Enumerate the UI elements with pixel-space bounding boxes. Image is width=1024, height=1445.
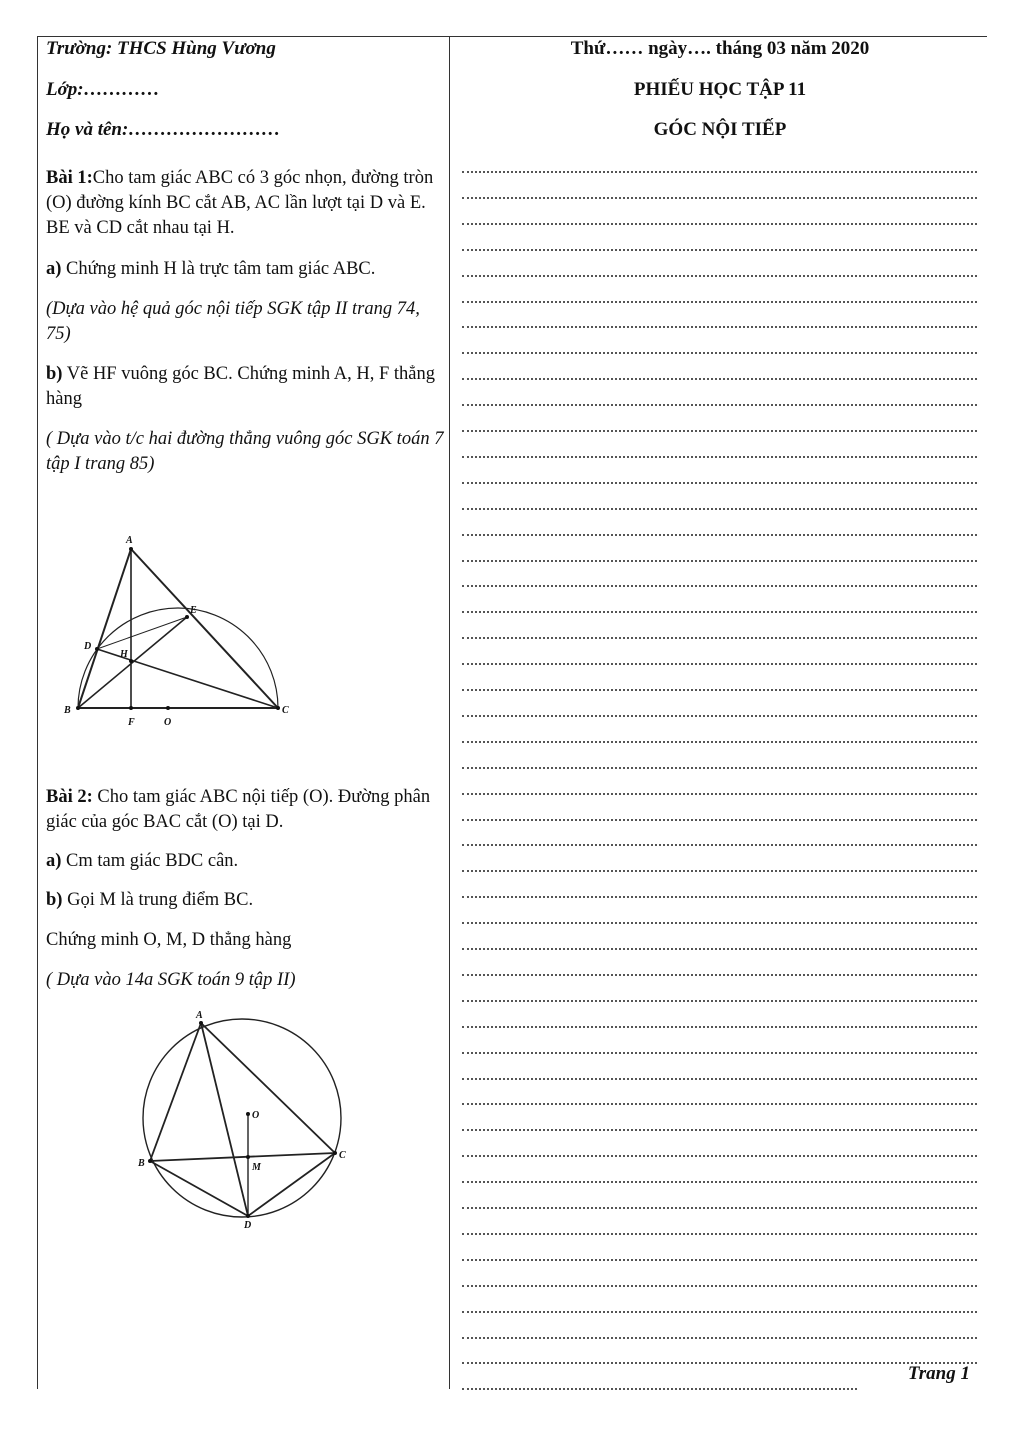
answer-line[interactable] <box>462 326 977 328</box>
student-name-field: Họ và tên:…………………… <box>46 119 281 140</box>
bai2-a-label: a) <box>46 851 62 871</box>
answer-line[interactable] <box>462 974 977 976</box>
point-b <box>76 706 80 710</box>
bai1-text: Cho tam giác ABC có 3 góc nhọn, đường tròn (O) đường kính BC cắt AB, AC lần lượt tại D và E. BE và CD cắt nhau tại H. <box>46 168 434 238</box>
segment-ad <box>201 1023 248 1216</box>
bai1-problem <box>46 166 444 241</box>
answer-line[interactable] <box>462 637 977 639</box>
bai1-a-text: Chứng minh H là trực tâm tam giác ABC. <box>61 259 376 279</box>
left-border <box>37 36 38 1389</box>
answer-line[interactable] <box>462 404 977 406</box>
label-d: D <box>244 1220 252 1231</box>
class-field: Lớp:………… <box>46 79 160 100</box>
answer-line[interactable] <box>462 1259 977 1261</box>
bai1-a-label: a) <box>46 259 62 279</box>
bai1-a-hint: (Dựa vào hệ quả góc nội tiếp SGK tập II trang 74, 75) <box>46 299 420 344</box>
bai1-b-label: b) <box>46 364 63 384</box>
label-c: C <box>339 1150 346 1161</box>
point-o <box>246 1112 250 1116</box>
point-f <box>129 706 133 710</box>
answer-line[interactable] <box>462 896 977 898</box>
label-b: B <box>64 705 71 716</box>
point-a <box>199 1021 203 1025</box>
answer-line[interactable] <box>462 741 977 743</box>
answer-line[interactable] <box>462 1285 977 1287</box>
segment-ac <box>201 1023 335 1153</box>
label-o: O <box>164 717 172 728</box>
circle-o <box>143 1019 341 1217</box>
answer-line[interactable] <box>462 1026 977 1028</box>
answer-line[interactable] <box>462 456 977 458</box>
answer-line[interactable] <box>462 1103 977 1105</box>
answer-line[interactable] <box>462 1181 977 1183</box>
answer-line[interactable] <box>462 844 977 846</box>
answer-line[interactable] <box>462 611 977 613</box>
sheet-title: PHIẾU HỌC TẬP 11 <box>633 79 807 100</box>
bai2-hint: ( Dựa vào 14a SGK toán 9 tập II) <box>46 970 296 990</box>
bai2-b-text: Gọi M là trung điểm BC. <box>62 890 254 910</box>
point-d <box>246 1214 250 1218</box>
answer-line[interactable] <box>462 1000 977 1002</box>
segment-ab <box>78 549 131 708</box>
label-m: M <box>252 1162 261 1173</box>
answer-line[interactable] <box>462 171 977 173</box>
answer-line[interactable] <box>462 767 977 769</box>
answer-line[interactable] <box>462 1052 977 1054</box>
answer-line[interactable] <box>462 1311 977 1313</box>
label-o: O <box>252 1110 260 1121</box>
label-d: D <box>84 641 92 652</box>
answer-line[interactable] <box>462 430 977 432</box>
answer-line[interactable] <box>462 715 977 717</box>
bai2-problem <box>46 785 444 835</box>
answer-line[interactable] <box>462 689 977 691</box>
answer-line[interactable] <box>462 1129 977 1131</box>
semicircle <box>78 608 278 708</box>
answer-line[interactable] <box>462 301 977 303</box>
bai2-part-a <box>46 849 444 874</box>
point-o <box>166 706 170 710</box>
label-e: E <box>190 605 197 616</box>
answer-line[interactable] <box>462 482 977 484</box>
answer-line[interactable] <box>462 1337 977 1339</box>
answer-line[interactable] <box>462 223 977 225</box>
answer-line[interactable] <box>462 663 977 665</box>
bai2-part-c: Chứng minh O, M, D thẳng hàng <box>46 930 292 950</box>
bai1-b-hint: ( Dựa vào t/c hai đường thẳng vuông góc SGK toán 7 tập I trang 85) <box>46 429 444 474</box>
label-b: B <box>138 1158 145 1169</box>
answer-line[interactable] <box>462 585 977 587</box>
answer-line[interactable] <box>462 275 977 277</box>
segment-ab <box>150 1023 201 1161</box>
label-a: A <box>126 535 133 546</box>
bai2-label: Bài 2: <box>46 787 93 807</box>
bai2-b-label: b) <box>46 890 63 910</box>
label-h: H <box>120 649 128 660</box>
page-number: Trang 1 <box>907 1363 970 1384</box>
label-a: A <box>196 1010 203 1021</box>
bai1-part-a <box>46 257 444 282</box>
bai1-b-text: Vẽ HF vuông góc BC. Chứng minh A, H, F thẳng hàng <box>46 364 435 409</box>
answer-line[interactable] <box>462 249 977 251</box>
point-c <box>333 1151 337 1155</box>
column-divider <box>449 36 450 1389</box>
point-b <box>148 1159 152 1163</box>
point-h <box>129 659 133 663</box>
bai2-figure <box>136 1006 366 1231</box>
answer-line[interactable] <box>462 819 977 821</box>
bai1-figure <box>56 531 289 731</box>
topic-title: GÓC NỘI TIẾP <box>653 119 787 140</box>
label-c: C <box>282 705 289 716</box>
answer-line[interactable] <box>462 352 977 354</box>
answer-line[interactable] <box>462 870 977 872</box>
segment-be <box>78 617 187 708</box>
answer-line[interactable] <box>462 1078 977 1080</box>
answer-line[interactable] <box>462 534 977 536</box>
point-d <box>95 647 99 651</box>
point-m <box>246 1155 250 1159</box>
point-c <box>276 706 280 710</box>
bai2-text: Cho tam giác ABC nội tiếp (O). Đường phân giác của góc BAC cắt (O) tại D. <box>46 787 431 832</box>
answer-line[interactable] <box>462 1233 977 1235</box>
label-f: F <box>128 717 135 728</box>
answer-line[interactable] <box>462 1207 977 1209</box>
answer-line[interactable] <box>462 793 977 795</box>
segment-cd <box>248 1153 335 1216</box>
answer-line[interactable] <box>462 1155 977 1157</box>
bai1-label: Bài 1: <box>46 168 93 188</box>
date-line: Thứ…… ngày…. tháng 03 năm 2020 <box>570 38 870 59</box>
answer-line[interactable] <box>462 1362 977 1364</box>
answer-line[interactable] <box>462 948 977 950</box>
answer-line[interactable] <box>462 378 977 380</box>
segment-de <box>97 617 187 649</box>
answer-line[interactable] <box>462 922 977 924</box>
school-name: Trường: THCS Hùng Vương <box>46 38 276 59</box>
answer-line[interactable] <box>462 508 977 510</box>
answer-line[interactable] <box>462 197 977 199</box>
point-e <box>185 615 189 619</box>
bai1-part-b <box>46 362 444 412</box>
segment-bc <box>150 1153 335 1161</box>
point-a <box>129 547 133 551</box>
answer-line[interactable] <box>462 1388 857 1390</box>
answer-line[interactable] <box>462 560 977 562</box>
bai2-a-text: Cm tam giác BDC cân. <box>61 851 239 871</box>
bai2-part-b <box>46 888 444 913</box>
